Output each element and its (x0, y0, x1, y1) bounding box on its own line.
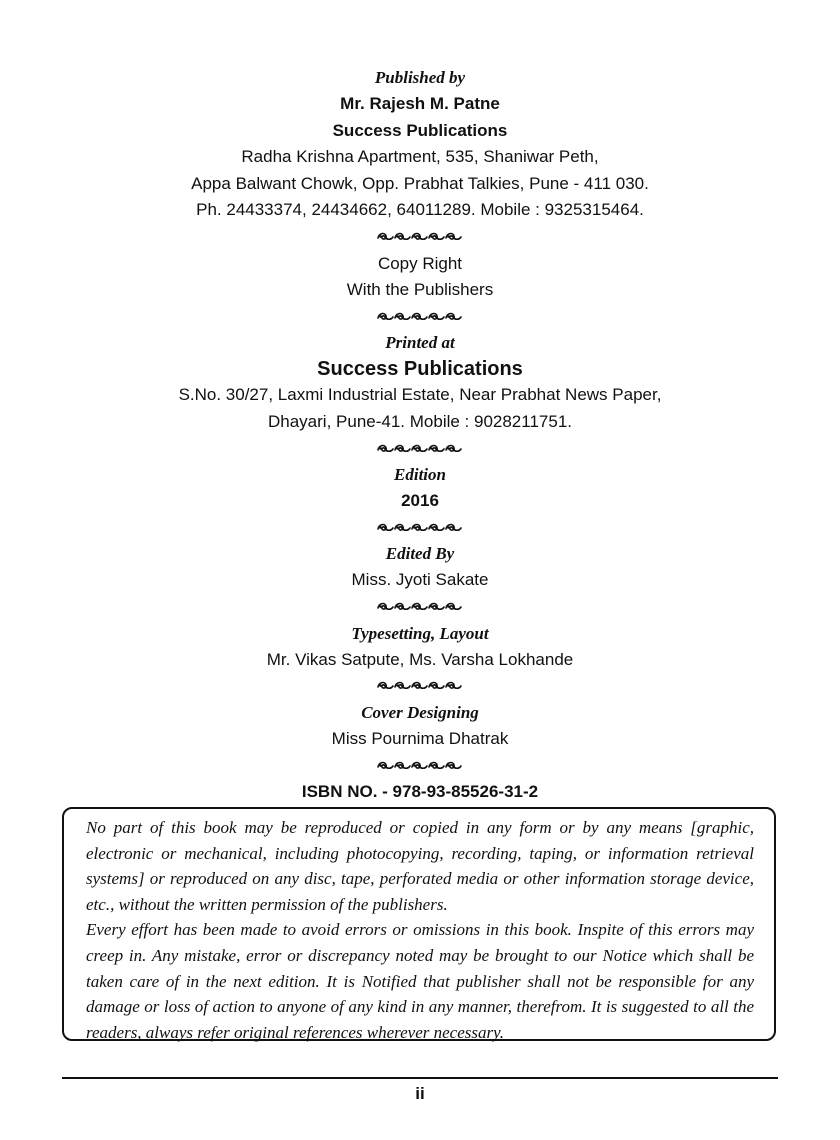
printed-at-heading: Printed at (385, 333, 455, 353)
swirl-ornament-icon (0, 224, 840, 251)
typesetting-heading: Typesetting, Layout (351, 623, 489, 643)
copyright-line2: With the Publishers (346, 280, 494, 300)
page-number: ii (415, 1084, 425, 1103)
swirl-ornament-icon (0, 673, 840, 700)
publisher-name: Mr. Rajesh M. Patne (340, 94, 500, 113)
swirl-ornament-icon (0, 594, 840, 621)
isbn-number: ISBN NO. - 978-93-85526-31-2 (301, 781, 539, 801)
notice-paragraph-reproduction: No part of this book may be reproduced or copied in any form or by any means [graphic, electronic or mechanical, including photocopying, recording, taping, or information retrieval systems] or reproduced on any disc, tape, perforated media or other information storage device, etc., without the written permission of the publishers. (86, 818, 754, 914)
swirl-ornament-icon (0, 752, 840, 779)
printer-address-line2: Dhayari, Pune-41. Mobile : 9028211751. (268, 411, 572, 431)
published-by-heading: Published by (374, 68, 466, 87)
edited-by-heading: Edited By (385, 544, 455, 564)
cover-designing-heading: Cover Designing (361, 702, 479, 722)
edition-value: 2016 (401, 491, 439, 511)
copyright-notice-box (62, 807, 776, 1041)
publisher-phone: Ph. 24433374, 24434662, 64011289. Mobile : 9325315464. (196, 200, 644, 220)
printer-address-line1: S.No. 30/27, Laxmi Industrial Estate, Near Prabhat News Paper, (178, 385, 662, 405)
cover-designer-name: Miss Pournima Dhatrak (331, 728, 509, 748)
edition-heading: Edition (394, 465, 446, 485)
editor-name: Miss. Jyoti Sakate (351, 570, 489, 590)
footer-rule (62, 1077, 778, 1079)
printer-name: Success Publications (317, 358, 523, 381)
swirl-ornament-icon (0, 515, 840, 542)
swirl-ornament-icon (0, 304, 840, 331)
typesetting-names: Mr. Vikas Satpute, Ms. Varsha Lokhande (266, 649, 574, 669)
publisher-address-line2: Appa Balwant Chowk, Opp. Prabhat Talkies, Pune - 411 030. (191, 173, 649, 193)
notice-paragraph-errors: Every effort has been made to avoid errors or omissions in this book. Inspite of this errors may creep in. Any mistake, error or discrepancy noted may be brought to our Notice which shall be taken care of in the next edition. It is Notified that publisher shall not be responsible for any damage or loss of action to anyone of any kind in any manner, therefrom. It is suggested to all the readers, always refer original references wherever necessary. (86, 920, 754, 1042)
swirl-ornament-icon (0, 436, 840, 463)
publisher-company: Success Publications (332, 120, 508, 140)
imprint-block (0, 65, 840, 805)
copyright-line1: Copy Right (377, 253, 463, 273)
publisher-address-line1: Radha Krishna Apartment, 535, Shaniwar Peth, (241, 147, 599, 167)
